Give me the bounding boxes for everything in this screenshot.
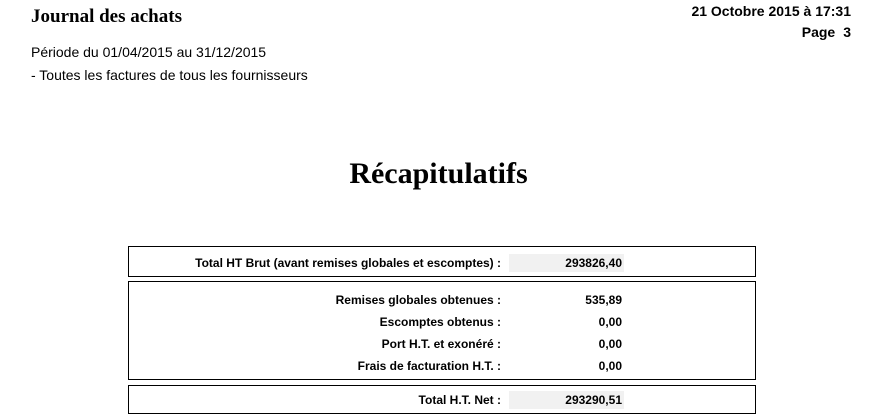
shipping-value: 0,00 bbox=[598, 337, 622, 351]
shipping-label: Port H.T. et exonéré : bbox=[381, 337, 501, 351]
shipping-row bbox=[129, 335, 755, 353]
net-total-value: 293290,51 bbox=[509, 391, 624, 409]
net-total-label: Total H.T. Net : bbox=[418, 393, 501, 407]
report-title: Journal des achats bbox=[31, 6, 182, 27]
section-title: Récapitulatifs bbox=[349, 157, 528, 190]
billing-fees-row bbox=[129, 357, 755, 375]
discounts-label: Remises globales obtenues : bbox=[335, 293, 501, 307]
gross-total-box bbox=[128, 246, 756, 277]
page-label: Page bbox=[801, 24, 836, 40]
gross-total-value: 293826,40 bbox=[509, 254, 624, 272]
billing-fees-label: Frais de facturation H.T. : bbox=[357, 359, 501, 373]
page-number: 3 bbox=[843, 24, 851, 40]
filter-line: - Toutes les factures de tous les fournisseurs bbox=[31, 67, 308, 83]
net-total-box bbox=[128, 385, 756, 414]
gross-total-row bbox=[129, 254, 755, 272]
period-line: Période du 01/04/2015 au 31/12/2015 bbox=[31, 44, 267, 60]
print-date: 21 Octobre 2015 à 17:31 bbox=[691, 3, 851, 19]
escomptes-value: 0,00 bbox=[598, 315, 622, 329]
billing-fees-value: 0,00 bbox=[598, 359, 622, 373]
adjustments-box bbox=[128, 281, 756, 380]
net-total-row bbox=[129, 391, 755, 409]
page-indicator bbox=[802, 24, 851, 40]
discounts-value: 535,89 bbox=[585, 293, 622, 307]
escomptes-row bbox=[129, 313, 755, 331]
gross-total-label: Total HT Brut (avant remises globales et escomptes) : bbox=[195, 256, 501, 270]
discounts-row bbox=[129, 291, 755, 309]
escomptes-label: Escomptes obtenus : bbox=[379, 315, 501, 329]
